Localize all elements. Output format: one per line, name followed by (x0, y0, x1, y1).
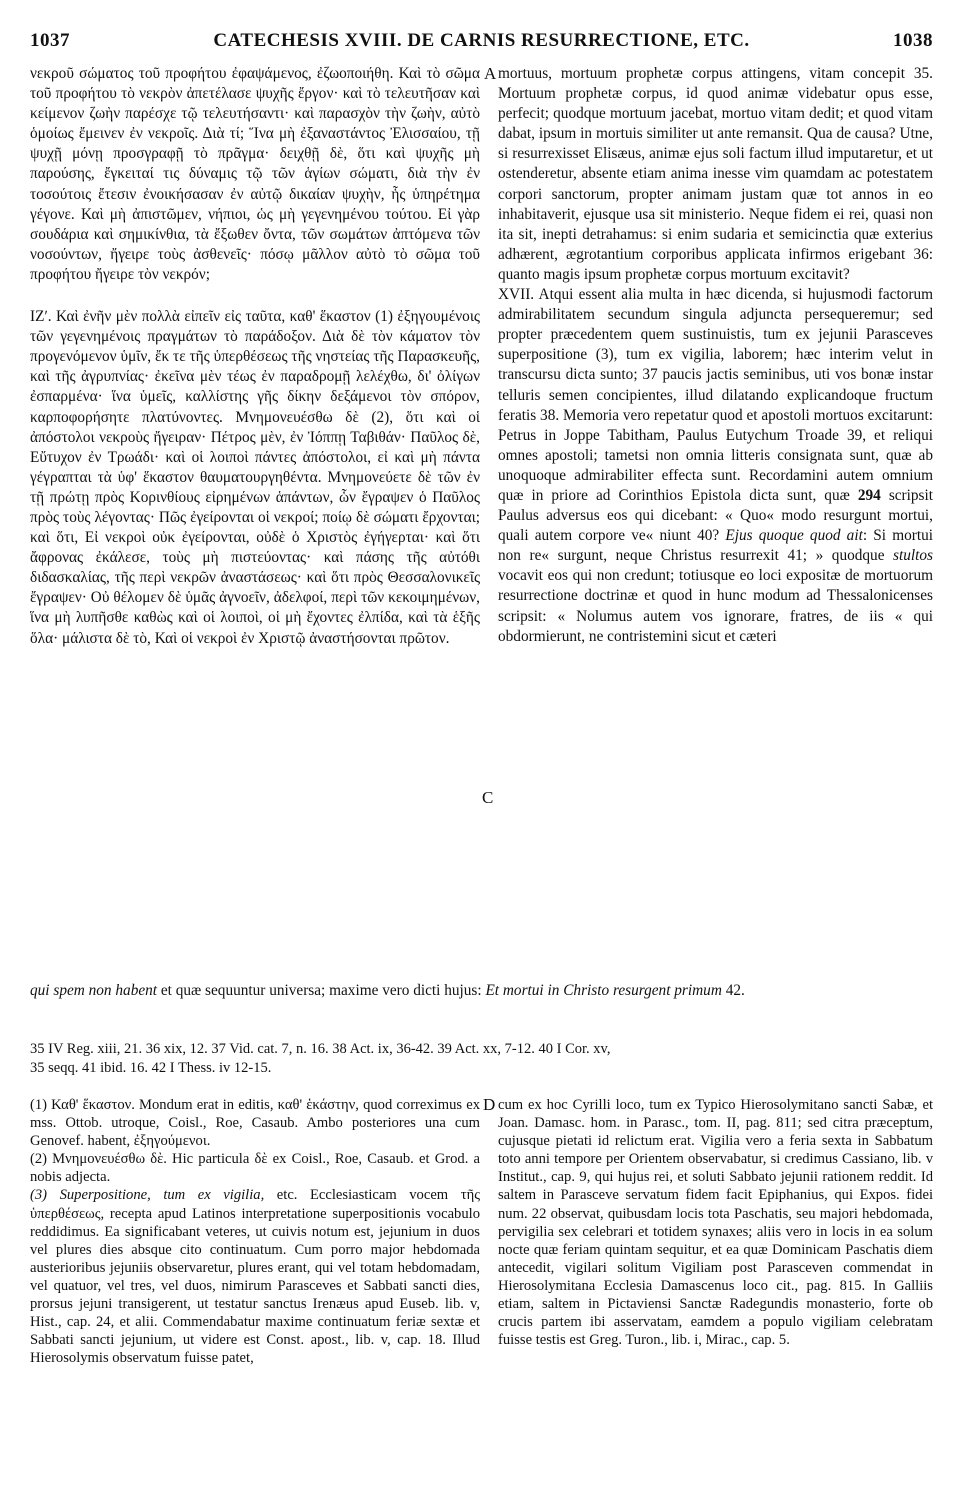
latin-paragraph-2-text-d: vocavit eos qui non credunt; totiusque eo loci expositæ de mortuorum resurrectione doctrinæ et quod in hunc modum ad Thessalonicenses scripsit: « Nolumus autem vos ignorare, fratres, de iis « qui obdormierunt, ne contristemini sicut et cæteri (498, 567, 933, 645)
footnote-1: (1) Καθ' ἕκαστον. Mondum erat in editis, καθ' ἑκάστην, quod correximus ex mss. Ottob. utroque, Coisl., Roe, Casaub. Ambo posteriores una cum Genovef. habent, ἐξηγούμενοι. (30, 1097, 480, 1150)
latin-paragraph-2 (498, 285, 933, 647)
latin-paragraph-2-text-a: XVII. Atqui essent alia multa in hæc dicenda, si hujusmodi factorum admirabilitatem secundum singula adjuncta persequeremur; sed propter præcedentem quem sustinuistis, tum ex jejunii Parasceves superpositione (3), tum ex vigilia, laborem; hæc interim velut in transcursu dicta sunto; 37 paucis jactis seminibus, uti vos bonæ instar telluris semen concipientes, illud dilatando explicandoque fructum feratis 38. Memoria vero repetatur quod et apostoli mortuos excitarunt: Petrus in Joppe Tabitham, Paulus Eutychum Troade 39, et reliqui omnes apostoli; tametsi non omnia litteris consignata sunt, quæ ab unoquoque admirabiliter effecta sunt. Recordamini autem omnium quæ in priore ad Corinthios Epistola dicta sunt, quæ (498, 286, 933, 504)
running-title: CATECHESIS XVIII. DE CARNIS RESURRECTIONE, ETC. (213, 30, 750, 51)
footnotes-right (498, 1096, 933, 1349)
greek-paragraph-1: νεκροῦ σώματος τοῦ προφήτου ἐφαψάμενος, ἐζωοποιήθη. Καὶ τὸ σῶμα τοῦ προφήτου τὸ νεκρὸν ἀπετέλασε ψυχῆς ἔργον· καὶ τὸ τελευτῆσαν καὶ κείμενον ζωὴν παρέσχε τῷ τελευτήσαντι· καὶ παρασχὸν τὴν ζωὴν, αὐτὸ ὁμοίως ἔμεινεν ἐν νεκροῖς. Διὰ τί; Ἵνα μὴ ἐξαναστάντος Ἐλισσαίου, τῇ ψυχῇ μόνῃ προσγραφῇ τὸ πρᾶγμα· δειχθῇ δὲ, ὅτι καὶ ψυχῆς μὴ παρούσης, ἔγκειταί τις δύναμις τῷ τῶν ἁγίων σώματι, διὰ τὴν ἐν τοσούτοις ἔτεσιν ἐνοικήσασαν ἐν αὐτῷ δικαίαν ψυχὴν, ἧς ὑπηρέτημα γέγονε. Καὶ μὴ ἀπιστῶμεν, νήπιοι, ὡς μὴ γεγενημένου τούτου. Εἰ γὰρ σουδάρια καὶ σημικίνθια, τὰ ἔξωθεν ὄντα, τῶν σωμάτων ἀπτόμενα τῶν νοσούντων, ἤγειρε τοὺς ἀσθενεῖς· πόσῳ μᾶλλον αὐτὸ τὸ σῶμα τοῦ προφήτου ἤγειρε τὸν νεκρόν; (30, 65, 480, 283)
greek-column (30, 64, 480, 649)
footnote-3 (30, 1186, 480, 1367)
latin-paragraph-2-italic-c: stultos (893, 547, 933, 565)
footnote-continuation: cum ex hoc Cyrilli loco, tum ex Typico Hierosolymitano sancti Sabæ, et Joan. Damasc. hom. in Parasc., tom. II, pag. 811; sed citra præceptum, cujusque pietati id relictum erat. Vigilia vero a feria sexta in Sabbatum toto anni tempore per Orientem observabatur, si credimus Cassiano, lib. v Institut., cap. 9, qui hujus rei, et soluti Sabbato jejunii rationem reddit. Id saltem in Parasceve servatum fidem facit Epiphanius, qui Expos. fidei num. 22 observat, quibusdam locis tota Paschatis, seu majori hebdomada, pervigilia sex celebrari et totidem synaxes; aliis vero in locis in ea solum nocte quæ feriam quintam sequitur, et ea quæ Dominicam Paschatis diem antecedit, vigilari solitum Vigiliam post Parasceven commendat in Hierosolymitana Ecclesia Damascenus loco cit., pag. 815. In Galliis etiam, saltem in Pictaviensi Sanctæ Radegundis monasterio, forte ob crucis partem ibi asservatam, eamdem a populo vigiliam celebratam fuisse testis est Greg. Turon., lib. i, Mirac., cap. 5. (498, 1097, 933, 1349)
references-line-2: 35 seqq. 41 ibid. 16. 42 I Thess. iv 12-15. (30, 1060, 272, 1076)
section-marker-d: D (483, 1095, 496, 1114)
latin-column (498, 64, 933, 647)
latin-paragraph-1: mortuus, mortuum prophetæ corpus attingens, vitam concepit 35. Mortuum prophetæ corpus, id quod animæ videbatur opus esse, perfecit; quodque mortuum jacebat, mortuo vitam dedit; et quod vitam dabat, ipsum in mortuis similiter ut ante remansit. Qua de causa? Utne, si resurrexisset Elisæus, animæ ejus soli factum illud imputaretur, et ut ostenderetur, absente etiam anima inesse vim quamdam ac potestatem corpori sanctorum, propter animam justam quæ tot annos in eo inhabitaverit, ejusque usa sit ministerio. Neque fidem ei rei, quasi non ita sit, inepti detrahamus: si enim sudaria et semicinctia quæ exterius adhærent, ægrotantium corporibus applicata infirmos erigebant 36: quanto magis ipsum prophetæ corpus mortuum excitavit? (498, 65, 933, 283)
column-number: 294 (857, 486, 881, 504)
footnote-3-text: etc. Ecclesiasticam vocem τῆς ὑπερθέσεως, recepta apud Latinos interpretatione superpositionis vocabulo reddidimus. Ea significabant veteres, ut cuivis notum est, jejunium in duos vel plures dies absque cito continuatum. Cum porro major hebdomada austerioribus jejuniis observaretur, plures erant, qui vel totam hebdomadam, vel quatuor, vel tres, vel duos, nimirum Parasceves et Sabbati sancti dies, prorsus jejuni transigerent, ut testatur sanctus Irenæus apud Euseb. lib. v, Hist., cap. 24, et alii. Commendabatur maxime continuatum feriæ sextæ et Sabbati sancti jejunium, ut videre est Const. apost., lib. v, cap. 18. Illud Hierosolymis observatum fuisse patet, (30, 1187, 480, 1367)
latin-paragraph-2-italic-b: Ejus quoque quod ait (725, 527, 863, 545)
full-width-line (30, 981, 933, 1001)
footnotes-left (30, 1096, 480, 1367)
footnote-3-italic: (3) Superpositione, tum ex vigilia, (30, 1187, 265, 1204)
running-header (30, 30, 933, 56)
full-line-text-1: et quæ sequuntur universa; maxime vero dicti hujus: (157, 982, 486, 999)
section-marker-a: A (484, 64, 497, 83)
scripture-references (30, 1040, 933, 1078)
full-line-ref: 42. (721, 982, 745, 999)
full-line-italic-1: qui spem non habent (30, 982, 158, 999)
section-marker-c: C (482, 788, 494, 807)
latin-paragraph-2-text-c: : Si mortui non re« surgunt, neque Christus resurrexit 41; » quodque (498, 527, 933, 565)
page-number-left: 1037 (30, 30, 70, 51)
footnote-2: (2) Μνημονευέσθω δὲ. Hic particula δὲ ex Coisl., Roe, Casaub. et Grod. a nobis adjecta. (30, 1151, 480, 1186)
references-line-1: 35 IV Reg. xiii, 21. 36 xix, 12. 37 Vid. cat. 7, n. 16. 38 Act. ix, 36-42. 39 Act. xx, 7-12. 40 I Cor. xv, (30, 1041, 611, 1057)
page-number-right: 1038 (893, 30, 933, 51)
full-line-italic-2: Et mortui in Christo resurgent primum (485, 982, 722, 999)
latin-paragraph-2-text-b: scripsit Paulus adversus eos qui dicebant: « Quo« modo resurgunt mortui, quali autem corpore ve« niunt 40? (498, 486, 934, 545)
greek-paragraph-2: ΙΖʹ. Καὶ ἐνῆν μὲν πολλὰ εἰπεῖν εἰς ταῦτα, καθ' ἕκαστον (1) ἐξηγουμένοις τῶν γεγενημένοις πραγμάτων τὸ παράδοξον. Διὰ δὲ τὸν κάματον τὸν προγενόμενον ὑμῖν, ἔκ τε τῆς ὑπερθέσεως τῆς νηστείας τῆς Παρασκευῆς, καὶ τῆς ἀγρυπνίας· ἐκεῖνα μὲν τέως ἐν παραδρομῇ λελέχθω, δι' ὀλίγων ἐσπαρμένα· ἵνα ὑμεῖς, καλλίστης γῆς δίκην δεξάμενοι τὸν σπόρον, καρποφορήσητε πλατύνοντες. Μνημονευέσθω δὲ (2), ὅτι καὶ οἱ ἀπόστολοι νεκροὺς ἤγειραν· Πέτρος μὲν, ἐν Ἰόππῃ Ταβιθάν· Παῦλος δὲ, Εὔτυχον ἐν Τρωάδι· καὶ οἱ λοιποὶ πάντες ἀπόστολοι, εἰ καὶ μὴ πάντα γέγραπται τὰ ὑφ' ἕκαστον θαυματουργηθέντα. Μνημονεύετε δὲ τῶν ἐν τῇ πρώτῃ πρὸς Κορινθίους εἰρημένων ἁπάντων, ὧν ἔγραψεν ὁ Παῦλος πρὸς τοὺς λέγοντας· Πῶς ἐγείρονται οἱ νεκροί; ποίῳ δὲ σώματι ἔρχονται; καὶ ὅτι, Εἰ νεκροὶ οὐκ ἐγείρονται, οὐδὲ ὁ Χριστὸς ἐγήγερται· καὶ ὅτι ἄφρονας ἐκάλεσε, τοὺς μὴ πιστεύοντας· καὶ πάσης τῆς αὐτόθι διδασκαλίας, τῆς περὶ νεκρῶν ἀναστάσεως· καὶ ὅτι πρὸς Θεσσαλονικεῖς ἔγραψεν· Οὐ θέλομεν δὲ ὑμᾶς ἀγνοεῖν, ἀδελφοί, περὶ τῶν κεκοιμημένων, ἵνα μὴ λυπῆσθε καθὼς καὶ οἱ λοιποὶ, οἱ μὴ ἔχοντες ἐλπίδα, καὶ τὰ ἑξῆς ὅλα· μάλιστα δὲ τὸ, Καὶ οἱ νεκροὶ ἐν Χριστῷ ἀναστήσονται πρῶτον. (30, 308, 480, 647)
